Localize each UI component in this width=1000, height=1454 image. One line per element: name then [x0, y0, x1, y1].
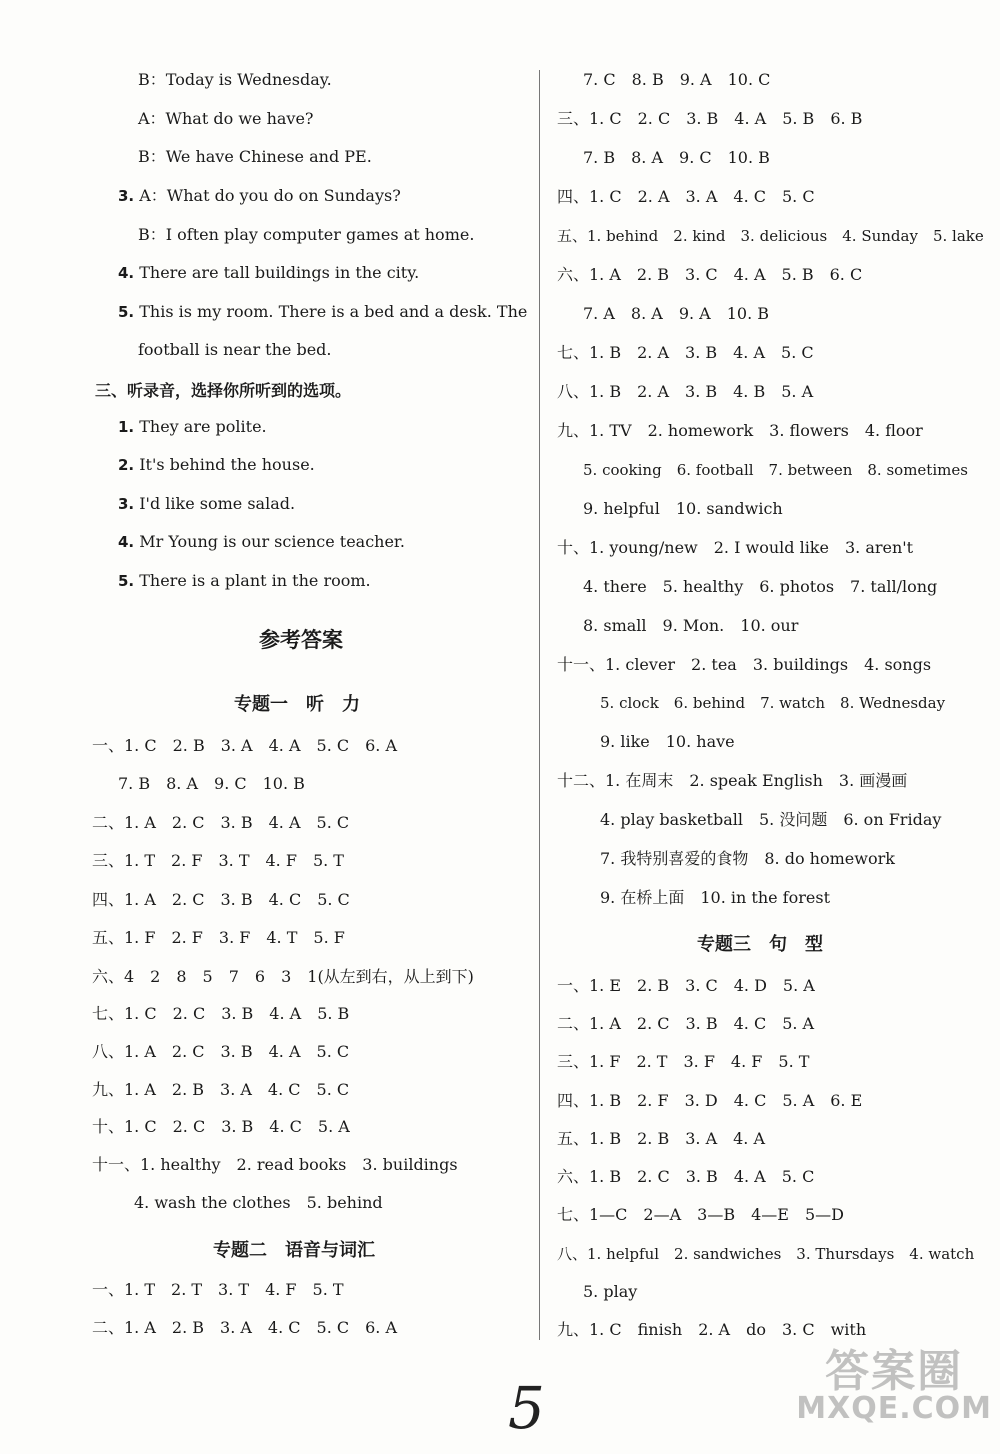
answer-line: 7. B 8. A 9. C 10. B	[583, 148, 770, 167]
answer-line: 八、1. helpful 2. sandwiches 3. Thursdays 4. watch	[557, 1245, 975, 1263]
answer-line: 9. 在桥上面 10. in the forest	[600, 888, 830, 907]
listening-item-5a: 5. This is my room. There is a bed and a desk. The	[118, 302, 528, 321]
answer-line: 4. there 5. healthy 6. photos 7. tall/long	[583, 577, 938, 596]
answer-line: 四、1. A 2. C 3. B 4. C 5. C	[92, 890, 350, 909]
answer-line: 5. clock 6. behind 7. watch 8. Wednesday	[600, 694, 946, 712]
answer-line: 8. small 9. Mon. 10. our	[583, 616, 799, 635]
dialogue-line: A：What do we have?	[138, 109, 314, 128]
answer-line: 六、1. A 2. B 3. C 4. A 5. B 6. C	[557, 265, 863, 284]
answer-line: 一、1. E 2. B 3. C 4. D 5. A	[557, 976, 815, 995]
answer-line: 9. like 10. have	[600, 732, 735, 751]
answer-line: 九、1. TV 2. homework 3. flowers 4. floor	[557, 421, 923, 440]
answer-line: 十、1. C 2. C 3. B 4. C 5. A	[92, 1117, 350, 1136]
listening-item-4: 4. There are tall buildings in the city.	[118, 263, 420, 282]
answer-line: 二、1. A 2. B 3. A 4. C 5. C 6. A	[92, 1318, 398, 1337]
section-3-instruction: 三、听录音，选择你所听到的选项。	[95, 381, 352, 400]
answer-line: 七、1—C 2—A 3—B 4—E 5—D	[557, 1205, 844, 1224]
topic-1-title: 专题一 听 力	[234, 694, 360, 715]
answer-line: 三、1. T 2. F 3. T 4. F 5. T	[92, 851, 344, 870]
answer-line: 三、1. F 2. T 3. F 4. F 5. T	[557, 1052, 810, 1071]
listening-item-5b: football is near the bed.	[138, 340, 332, 359]
answer-line: 四、1. C 2. A 3. A 4. C 5. C	[557, 187, 815, 206]
answer-line: 5. cooking 6. football 7. between 8. sometimes	[583, 461, 968, 479]
answer-line: 十一、1. clever 2. tea 3. buildings 4. songs	[557, 655, 932, 674]
answer-line: 九、1. A 2. B 3. A 4. C 5. C	[92, 1080, 350, 1099]
section-3-item: 3. I'd like some salad.	[118, 494, 296, 513]
listening-item-3a: 3. A：What do you do on Sundays?	[118, 186, 401, 205]
section-3-item: 1. They are polite.	[118, 417, 267, 436]
answer-line: 十一、1. healthy 2. read books 3. buildings	[92, 1155, 458, 1174]
answer-line: 4. play basketball 5. 没问题 6. on Friday	[600, 810, 942, 829]
answer-line: 七、1. C 2. C 3. B 4. A 5. B	[92, 1004, 350, 1023]
answer-line: 九、1. C finish 2. A do 3. C with	[557, 1320, 867, 1339]
answer-line: 五、1. behind 2. kind 3. delicious 4. Sunday 5. lake	[557, 227, 984, 245]
answer-line: 三、1. C 2. C 3. B 4. A 5. B 6. B	[557, 109, 863, 128]
answer-line: 一、1. C 2. B 3. A 4. A 5. C 6. A	[92, 736, 398, 755]
answer-line: 六、4 2 8 5 7 6 3 1(从左到右，从上到下)	[92, 967, 474, 986]
answer-line: 一、1. T 2. T 3. T 4. F 5. T	[92, 1280, 344, 1299]
section-3-item: 2. It's behind the house.	[118, 455, 315, 474]
answer-line: 9. helpful 10. sandwich	[583, 499, 783, 518]
answer-line: 四、1. B 2. F 3. D 4. C 5. A 6. E	[557, 1091, 863, 1110]
answer-line: 十二、1. 在周末 2. speak English 3. 画漫画	[557, 771, 908, 790]
section-3-item: 4. Mr Young is our science teacher.	[118, 532, 405, 551]
column-divider	[539, 70, 540, 1340]
answer-line: 七、1. B 2. A 3. B 4. A 5. C	[557, 343, 814, 362]
listening-item-3b: B：I often play computer games at home.	[138, 225, 475, 244]
answer-line: 7. A 8. A 9. A 10. B	[583, 304, 770, 323]
dialogue-line: B：We have Chinese and PE.	[138, 147, 372, 166]
answer-line: 4. wash the clothes 5. behind	[134, 1193, 383, 1212]
answer-line: 5. play	[583, 1282, 638, 1301]
watermark-logo	[796, 1346, 992, 1426]
dialogue-line: B：Today is Wednesday.	[138, 70, 332, 89]
answer-line: 五、1. B 2. B 3. A 4. A	[557, 1129, 766, 1148]
answer-line: 7. B 8. A 9. C 10. B	[118, 774, 305, 793]
answer-line: 二、1. A 2. C 3. B 4. C 5. A	[557, 1014, 815, 1033]
answer-line: 八、1. A 2. C 3. B 4. A 5. C	[92, 1042, 350, 1061]
answer-line: 二、1. A 2. C 3. B 4. A 5. C	[92, 813, 350, 832]
answer-line: 六、1. B 2. C 3. B 4. A 5. C	[557, 1167, 815, 1186]
answer-line: 7. 我特别喜爱的食物 8. do homework	[600, 849, 895, 868]
answer-line: 十、1. young/new 2. I would like 3. aren't	[557, 538, 914, 557]
watermark-url: MXQE.COM	[796, 1391, 992, 1426]
answer-line: 八、1. B 2. A 3. B 4. B 5. A	[557, 382, 814, 401]
watermark-text: 答案圈	[825, 1346, 964, 1397]
topic-2-title: 专题二 语音与词汇	[213, 1240, 375, 1261]
answer-line: 五、1. F 2. F 3. F 4. T 5. F	[92, 928, 345, 947]
page-number: 5	[508, 1374, 545, 1442]
section-3-item: 5. There is a plant in the room.	[118, 571, 371, 590]
answers-title: 参考答案	[259, 628, 343, 652]
answer-line: 7. C 8. B 9. A 10. C	[583, 70, 771, 89]
topic-3-title: 专题三 句 型	[697, 934, 823, 955]
